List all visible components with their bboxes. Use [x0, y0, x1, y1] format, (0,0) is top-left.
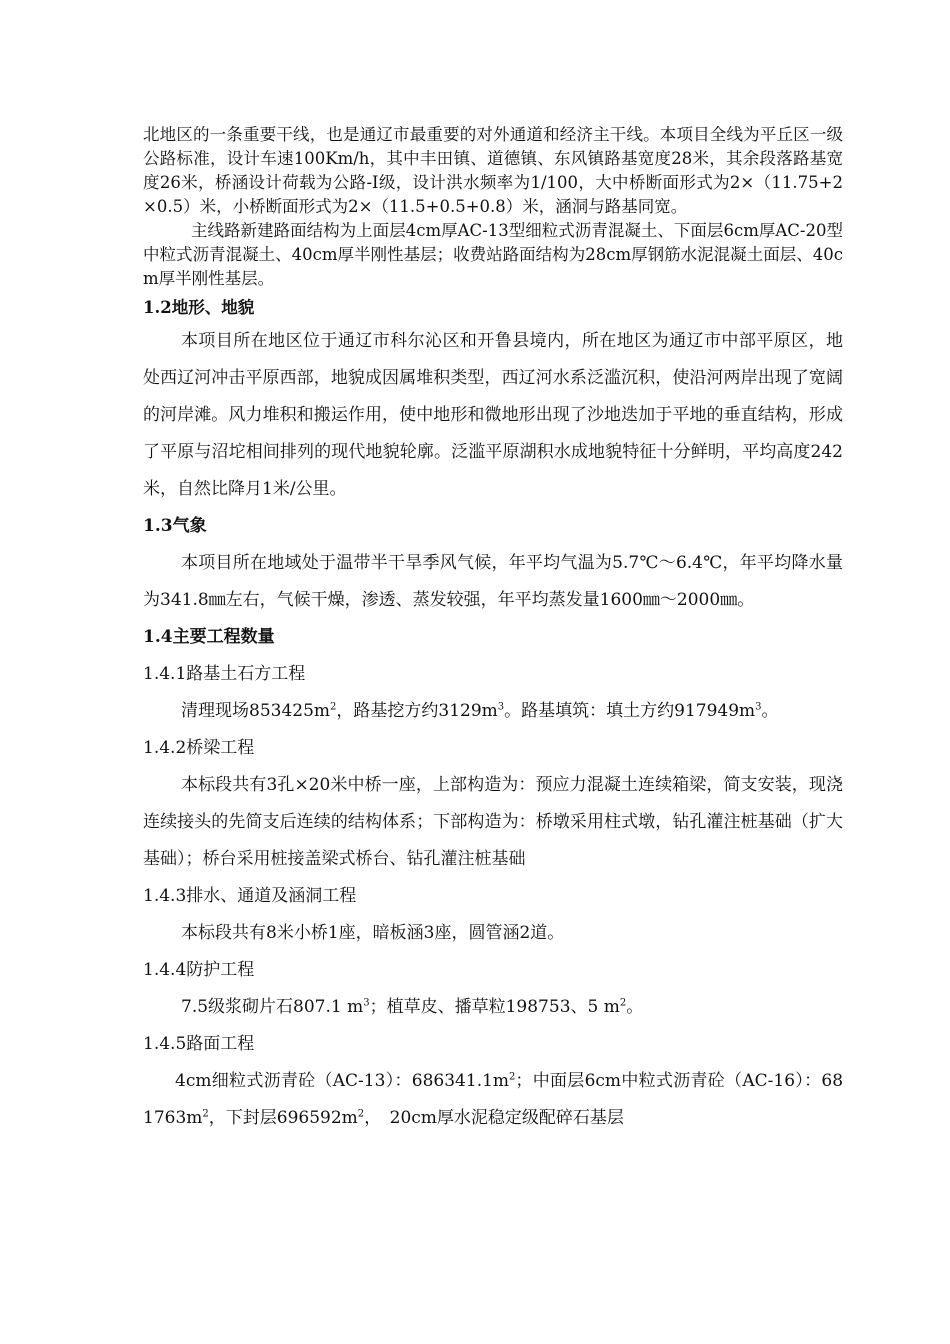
- section-heading-climate: 1.3气象: [143, 516, 207, 536]
- document-body: [143, 123, 843, 1137]
- section-body-climate: 本项目所在地域处于温带半干旱季风气候，年平均气温为5.7℃～6.4℃，年平均降水量为341.8㎜左右，气候干燥，渗透、蒸发较强，年平均蒸发量1600㎜～2000㎜。: [143, 553, 843, 610]
- subsection-body-pavement: [143, 1063, 843, 1137]
- pavement-text-c: ，下封层696592m: [208, 1108, 358, 1128]
- intro-paragraph-2: 主线路新建路面结构为上面层4cm厚AC-13型细粒式沥青混凝土、下面层6cm厚AC-20型中粒式沥青混凝土、40cm厚半刚性基层；收费站路面结构为28cm厚钢筋水泥混凝土面层、40cm厚半刚性基层。: [143, 221, 843, 288]
- section-heading-terrain: 1.2地形、地貌: [143, 298, 255, 317]
- protection-sup-a: 3: [363, 997, 370, 1009]
- earthwork-text-b: ，路基挖方约3129m: [336, 701, 498, 721]
- earthwork-sup-c: 3: [755, 701, 762, 713]
- subsection-body-drainage: 本标段共有8米小桥1座，暗板涵3座，圆管涵2道。: [181, 923, 565, 943]
- subsection-body-earthwork: [143, 693, 843, 730]
- pavement-text-d: ， 20cm厚水泥稳定级配碎石基层: [364, 1108, 624, 1128]
- earthwork-sup-a: 2: [330, 701, 337, 713]
- earthwork-text-d: 。: [761, 701, 779, 721]
- section-heading-quantities: 1.4主要工程数量: [143, 627, 275, 647]
- subsection-heading-earthwork: 1.4.1路基土石方工程: [143, 664, 306, 684]
- earthwork-sup-b: 3: [497, 701, 505, 713]
- intro-paragraph-1: 北地区的一条重要干线，也是通辽市最重要的对外通道和经济主干线。本项目全线为平丘区一级公路标准，设计车速100Km/h，其中丰田镇、道德镇、东风镇路基宽度28米，其余段落路基宽度26米，桥涵设计荷载为公路-I级，设计洪水频率为1/100，大中桥断面形式为2×（11.75+2×0.5）米，小桥断面形式为2×（11.5+0.5+0.8）米，涵洞与路基同宽。: [143, 125, 843, 216]
- pavement-sup-b: 2: [202, 1108, 209, 1120]
- pavement-sup-a: 2: [509, 1071, 516, 1083]
- protection-text-a: 7.5级浆砌片石807.1 m: [181, 997, 364, 1017]
- section-body-terrain: 本项目所在地区位于通辽市科尔沁区和开鲁县境内，所在地区为通辽市中部平原区，地处西辽河冲击平原西部，地貌成因属堆积类型，西辽河水系泛滥沉积，使沿河两岸出现了宽阔的河岸滩。风力堆积和搬运作用，使中地形和微地形出现了沙地迭加于平地的垂直结构，形成了平原与沼坨相间排列的现代地貌轮廓。泛滥平原湖积水成地貌特征十分鲜明，平均高度242米，自然比降月1米/公里。: [143, 331, 843, 499]
- pavement-sup-c: 2: [357, 1108, 365, 1120]
- subsection-heading-protection: 1.4.4防护工程: [143, 960, 255, 980]
- pavement-text-b: ；中面层6cm中粒式沥青砼（AC-16）：681763m: [143, 1071, 844, 1128]
- pavement-text-a: 4cm细粒式沥青砼（AC-13）：686341.1m: [175, 1071, 510, 1091]
- subsection-body-protection: [143, 989, 843, 1026]
- earthwork-text-c: 。路基填筑：填土方约917949m: [504, 701, 756, 721]
- earthwork-text-a: 清理现场853425m: [181, 701, 331, 721]
- protection-sup-b: 2: [619, 997, 627, 1009]
- protection-text-c: 。: [626, 997, 644, 1017]
- subsection-heading-pavement: 1.4.5路面工程: [143, 1034, 255, 1054]
- subsection-heading-bridge: 1.4.2桥梁工程: [143, 738, 255, 758]
- subsection-heading-drainage: 1.4.3排水、通道及涵洞工程: [143, 886, 357, 906]
- subsection-body-bridge: 本标段共有3孔×20米中桥一座，上部构造为：预应力混凝土连续箱梁，简支安装，现浇连续接头的先简支后连续的结构体系；下部构造为：桥墩采用柱式墩，钻孔灌注桩基础（扩大基础）；桥台采用桩接盖梁式桥台、钻孔灌注桩基础: [143, 775, 843, 869]
- protection-text-b: ；植草皮、播草粒198753、5 m: [369, 997, 620, 1017]
